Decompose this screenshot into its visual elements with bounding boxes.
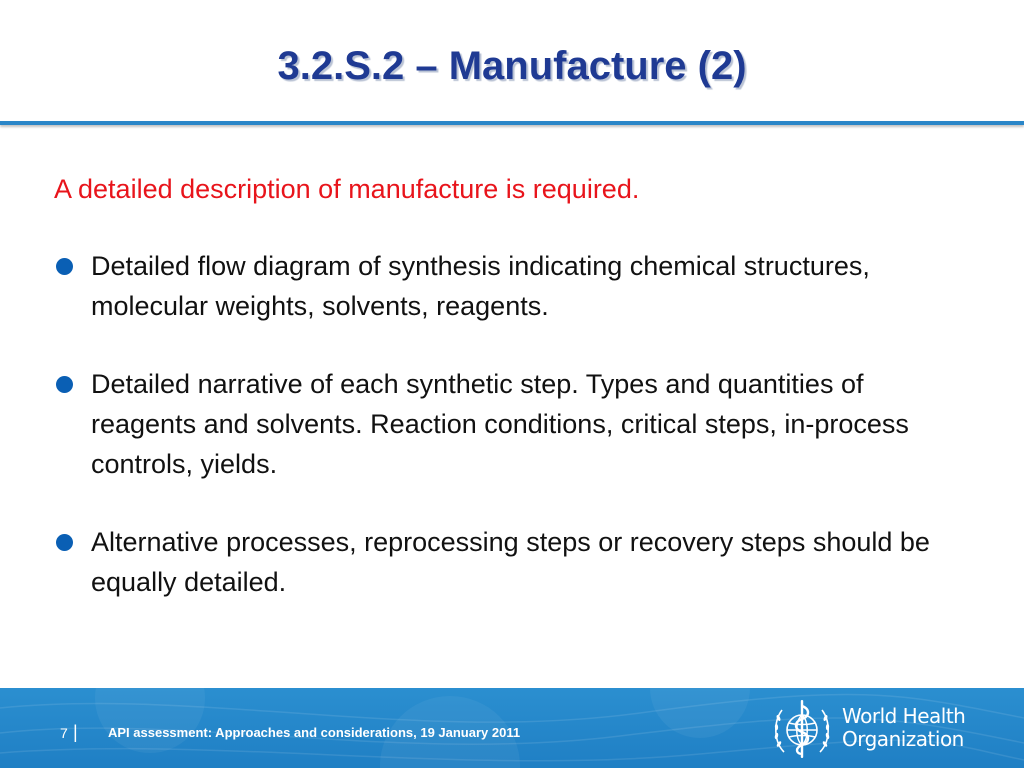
who-logo-text (842, 705, 965, 751)
bullet-dot-icon (56, 258, 73, 275)
bullet-text: Detailed narrative of each synthetic step. Types and quantities of reagents and solvents. Reaction conditions, critical steps, in-process controls, yields. (91, 369, 909, 479)
footer-caption: API assessment: Approaches and considerations, 19 January 2011 (108, 725, 521, 740)
intro-statement: A detailed description of manufacture is required. (54, 174, 640, 204)
bullet-item (54, 246, 974, 326)
page-number: 7 (60, 725, 68, 741)
bullet-item (54, 522, 974, 602)
page-separator: | (73, 722, 78, 742)
who-emblem-icon (768, 696, 836, 762)
bullet-item (54, 364, 974, 484)
bullet-text: Detailed flow diagram of synthesis indicating chemical structures, molecular weights, solvents, reagents. (91, 251, 870, 321)
bullet-dot-icon (56, 534, 73, 551)
slide-title: 3.2.S.2 – Manufacture (2) (277, 44, 747, 88)
bullet-text: Alternative processes, reprocessing steps or recovery steps should be equally detailed. (91, 527, 930, 597)
footer-band (0, 688, 1024, 768)
title-divider (0, 121, 1024, 125)
who-logo-line2: Organization (842, 727, 964, 751)
bullet-list (54, 246, 974, 640)
who-logo-line1: World Health (842, 704, 966, 728)
bullet-dot-icon (56, 376, 73, 393)
